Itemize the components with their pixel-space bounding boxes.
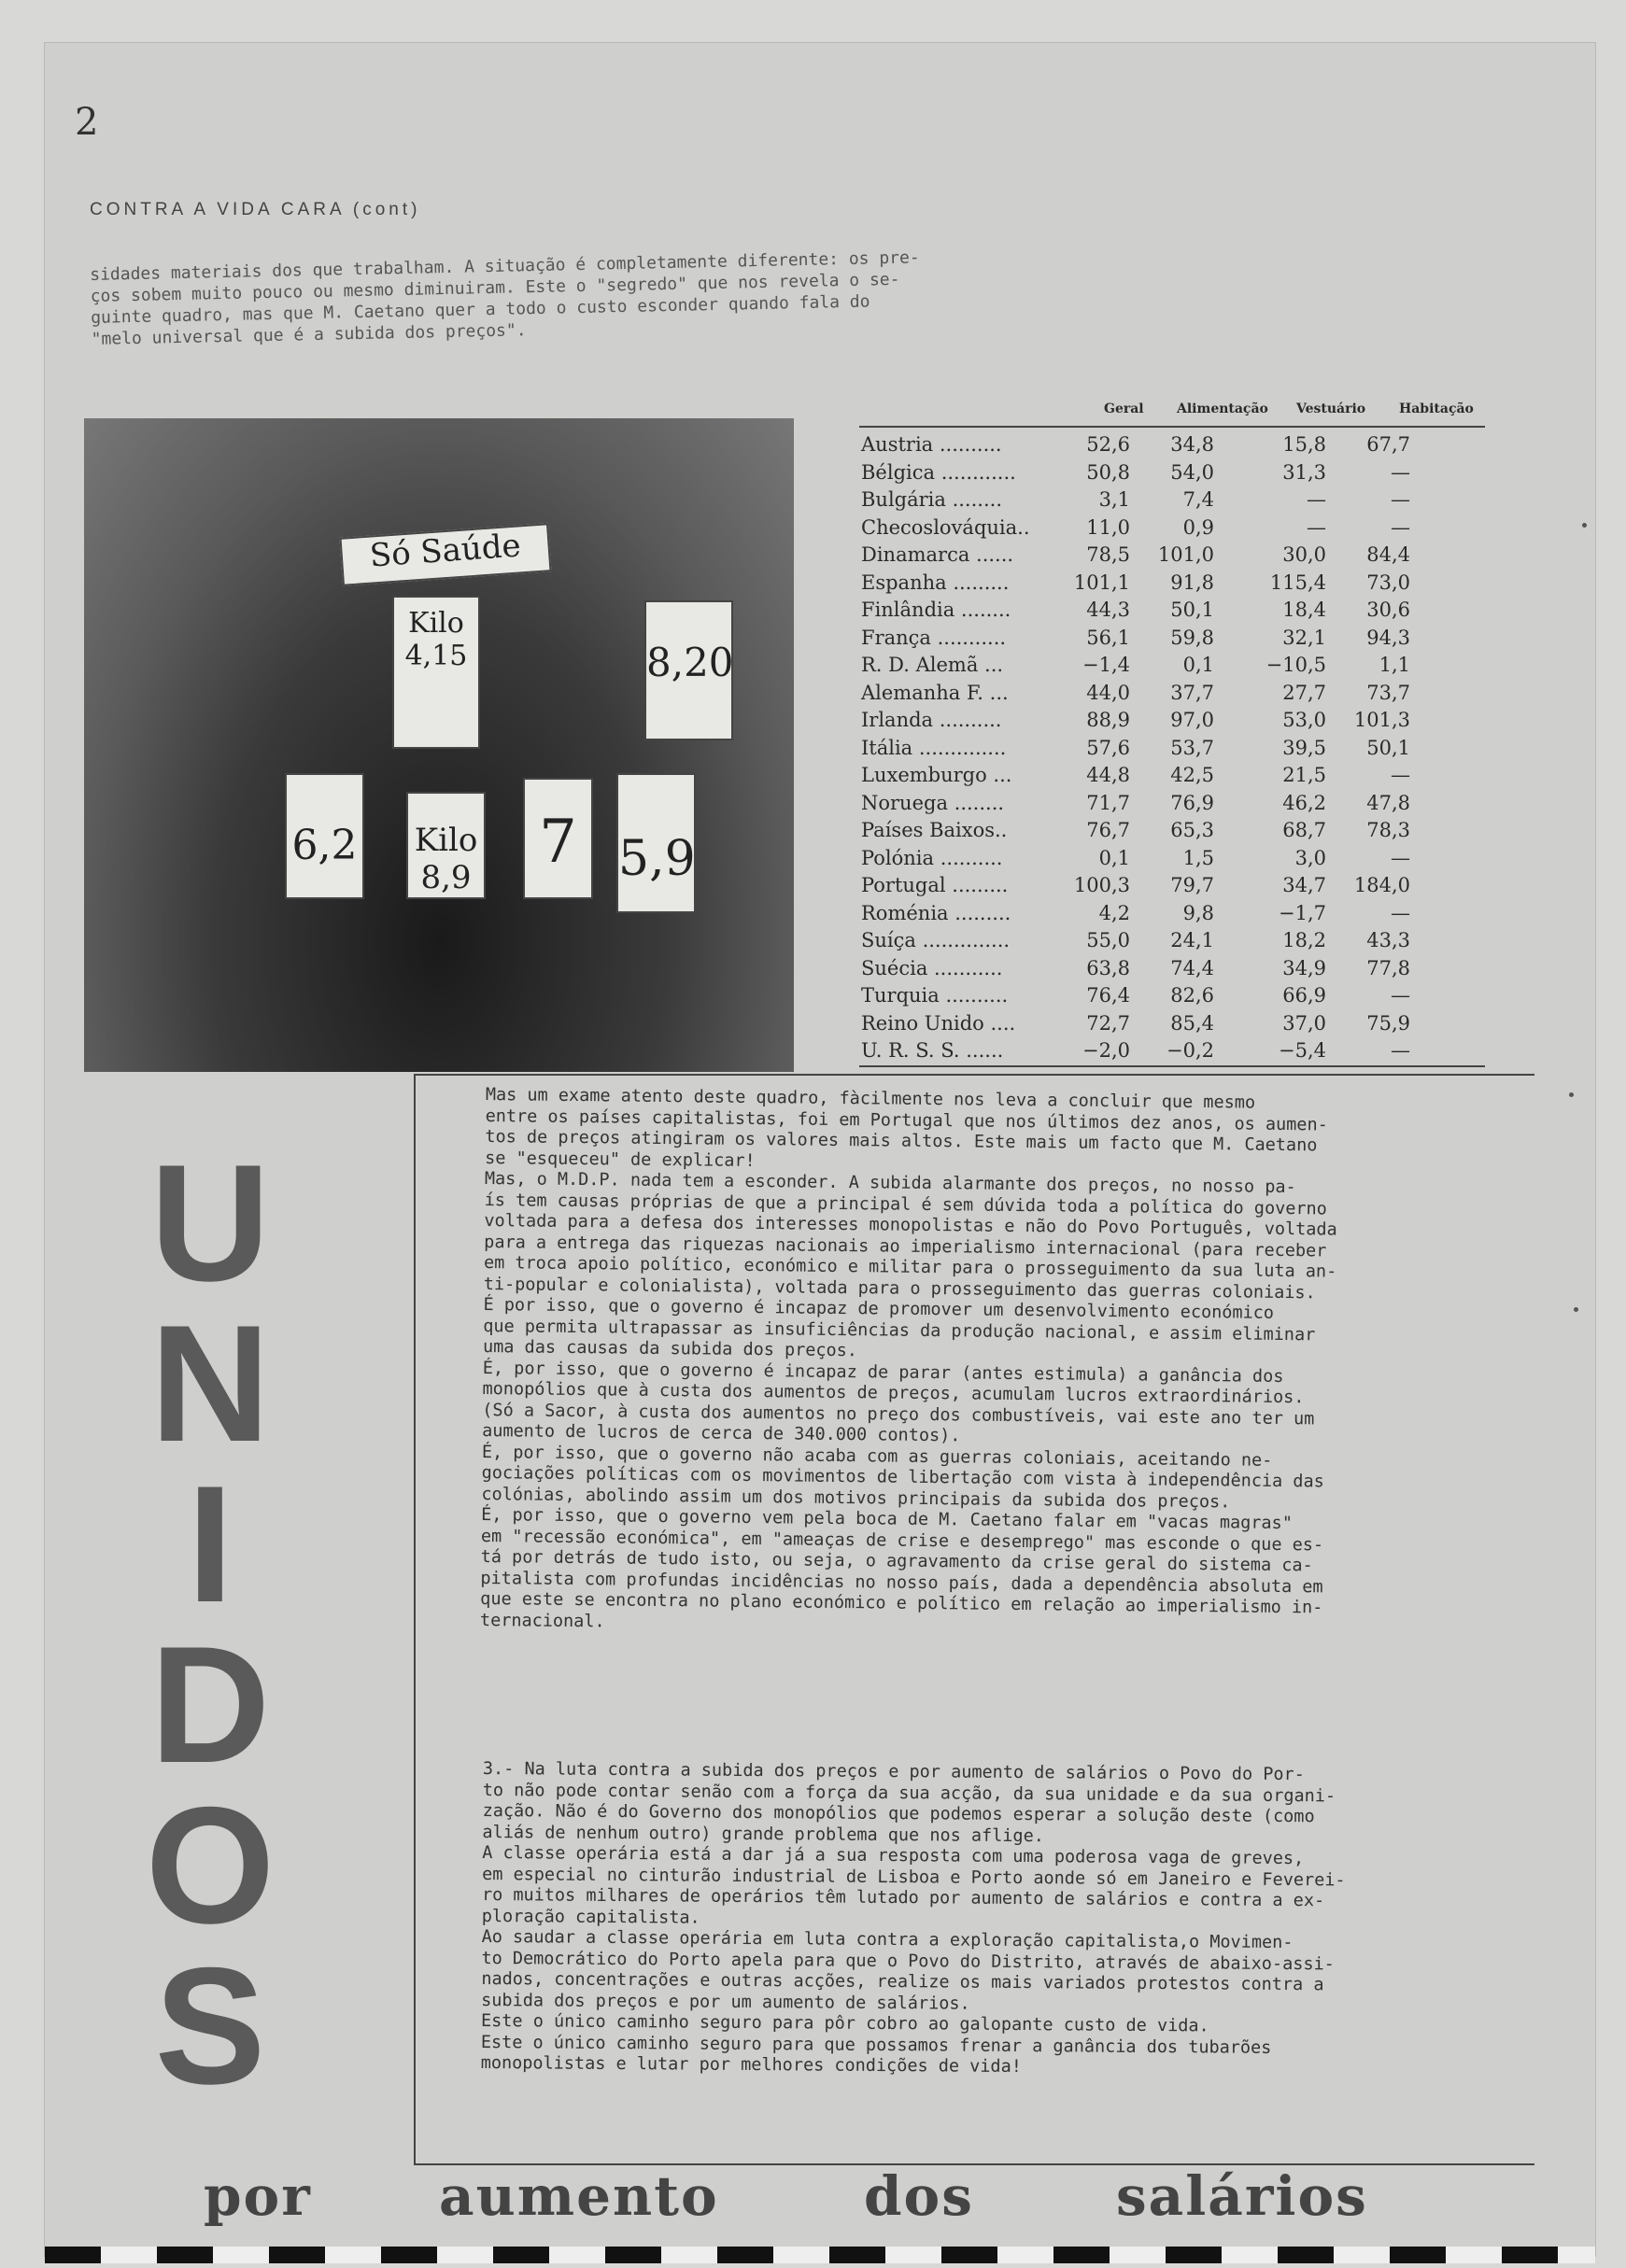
value-cell: 184,0 [1353, 874, 1410, 896]
table-row [859, 982, 1485, 1010]
value-cell: 54,0 [1170, 460, 1214, 484]
value-cell: 101,3 [1353, 709, 1410, 731]
value-cell: 100,3 [1073, 874, 1130, 896]
intro-paragraph: sidades materiais dos que trabalham. A situação é completamente diferente: os pre- ços sobem muito pouco ou mesmo diminuiram. Este o "segredo" que nos revela o se- guinte quadro, mas que M. Caetano quer a todo o custo esconder quando fala do "melo universal que é a subida dos preços". [90, 247, 920, 349]
vertical-letter: O [145, 1772, 276, 1958]
value-cell: 78,5 [1086, 543, 1130, 566]
value-cell: 34,7 [1282, 874, 1326, 896]
value-cell: 75,9 [1366, 1011, 1410, 1035]
value-cell: — [1391, 901, 1410, 924]
country-cell: Noruega ........ [861, 791, 1005, 814]
value-cell: 24,1 [1170, 929, 1214, 951]
table-bottom-rule [859, 1065, 1485, 1067]
value-cell: — [1391, 460, 1410, 484]
column-header: Habitação [1399, 401, 1474, 416]
country-cell: Espanha ......... [861, 571, 1010, 594]
table-header [859, 394, 1485, 428]
value-cell: 76,7 [1086, 819, 1130, 841]
value-cell: 56,1 [1086, 626, 1130, 649]
value-cell: 73,0 [1366, 571, 1410, 594]
value-cell: 79,7 [1170, 874, 1214, 896]
value-cell: 44,3 [1086, 599, 1130, 621]
vertical-word-unidos [140, 1130, 280, 2119]
value-cell: 1,5 [1182, 846, 1214, 869]
value-cell: 59,8 [1170, 626, 1214, 649]
value-cell: 18,2 [1282, 929, 1326, 951]
value-cell: 52,6 [1086, 433, 1130, 456]
table-body [859, 428, 1485, 1065]
photo-sign: 8,20 [644, 600, 733, 740]
value-cell: 3,0 [1294, 846, 1326, 869]
value-cell: 85,4 [1170, 1011, 1214, 1035]
footer-word: salários [1116, 2164, 1368, 2228]
value-cell: 21,5 [1282, 764, 1326, 786]
value-cell: 101,0 [1157, 543, 1214, 566]
country-cell: Portugal ......... [861, 874, 1009, 896]
vertical-letter: S [154, 1933, 266, 2119]
table-row [859, 790, 1485, 818]
value-cell: 82,6 [1170, 984, 1214, 1007]
scan-speck [1582, 523, 1587, 528]
value-cell: 77,8 [1366, 956, 1410, 979]
country-cell: Bélgica ............ [861, 460, 1016, 484]
country-cell: França ........... [861, 626, 1007, 649]
value-cell: 0,9 [1182, 515, 1214, 539]
country-cell: Suíça .............. [861, 929, 1011, 951]
value-cell: 66,9 [1282, 984, 1326, 1007]
value-cell: 68,7 [1282, 819, 1326, 841]
value-cell: 50,8 [1086, 460, 1130, 484]
country-cell: Alemanha F. ... [861, 681, 1009, 704]
table-row [859, 542, 1485, 570]
value-cell: 115,4 [1269, 571, 1326, 594]
value-cell: 0,1 [1182, 654, 1214, 676]
value-cell: 97,0 [1170, 709, 1214, 731]
value-cell: 84,4 [1366, 543, 1410, 566]
value-cell: 53,0 [1282, 709, 1326, 731]
body-paragraph-2: 3.- Na luta contra a subida dos preços e por aumento de salários o Povo do Por- to não pode contar senão com a força da sua acção, da sua unidade e da sua organi- zação. Não é do Governo dos monopólios que podemos esperar a solução deste (como aliás de nenhum outro) grande problema que nos aflige. A classe operária está a dar já a sua resposta com uma poderosa vaga de greves, em especial no cinturão industrial de Lisboa e Porto aonde só em Janeiro e Feverei- ro muitos milhares de operários têm lutado por aumento de salários e contra a ex- ploração capitalista. Ao saudar a classe operária em luta contra a exploração capitalista,o Movimen- to Democrático do Porto apela para que o Povo do Distrito, através de abaixo-assi- nados, concentrações e outras acções, realize os mais variados protestos contra a subida dos preços e por um aumento de salários. Este o único caminho seguro para pôr cobro ao galopante custo de vida. Este o único caminho seguro para que possamos frenar a ganância dos tubarões monopolistas e lutar por melhores condições de vida! [480, 1759, 1346, 2078]
country-cell: Suécia ........... [861, 956, 1003, 979]
country-cell: Polónia .......... [861, 846, 1003, 869]
table-row [859, 707, 1485, 735]
photo-sign: Kilo 8,9 [406, 792, 486, 899]
vertical-letter: U [149, 1130, 271, 1316]
table-row [859, 1037, 1485, 1065]
table-row [859, 955, 1485, 983]
value-cell: 55,0 [1086, 929, 1130, 951]
table-row [859, 817, 1485, 845]
footer-word: por [204, 2164, 312, 2228]
value-cell: 32,1 [1282, 626, 1326, 649]
table-row [859, 762, 1485, 790]
value-cell: 1,1 [1379, 654, 1410, 676]
table-row [859, 900, 1485, 928]
photo-sign: 7 [523, 778, 593, 899]
value-cell: 94,3 [1366, 626, 1410, 649]
value-cell: 53,7 [1170, 736, 1214, 759]
value-cell: 47,8 [1366, 791, 1410, 814]
country-cell: Finlândia ........ [861, 599, 1011, 621]
value-cell: 43,3 [1366, 929, 1410, 951]
table-row [859, 1010, 1485, 1038]
value-cell: 73,7 [1366, 681, 1410, 704]
photo-sign: 6,2 [285, 773, 364, 899]
table-row [859, 597, 1485, 625]
value-cell: 72,7 [1086, 1011, 1130, 1035]
body-paragraph-1: Mas um exame atento deste quadro, fàcilmente nos leva a concluir que mesmo entre os países capitalistas, foi em Portugal que nos últimos dez anos, os aumen- tos de preços atingiram os valores mais altos. Este mais um facto que M. Caetano se "esqueceu" de explicar! Mas, o M.D.P. nada tem a esconder. A subida alarmante dos preços, no nosso pa- ís tem causas próprias de que a principal é sem dúvida toda a política do governo voltada para a defesa dos interesses monopolistas e não do Povo Português, voltada para a entrega das riquezas nacionais ao imperialismo internacional (para receber em troca apoio político, económico e militar para o prosseguimento da sua luta an- ti-popular e colonialista), voltada para o prosseguimento das guerras coloniais. É por isso, que o governo é incapaz de promover um desenvolvimento económico que permita ultrapassar as insuficiências da produção nacional, e assim eliminar uma das causas da subida dos preços. É, por isso, que o governo é incapaz de parar (antes estimula) a ganância dos monopólios que à custa dos aumentos de preços, acumulam lucros extraordinários. (Só a Sacor, à custa dos aumentos no preço dos combustíveis, vai este ano ter um aumento de lucros de cerca de 340.000 contos). É, por isso, que o governo não acaba com as guerras coloniais, aceitando ne- gociações políticas com os movimentos de libertação com vista à independência das colónias, abolindo assim um dos motivos principais da subida dos preços. É, por isso, que o governo vem pela boca de M. Caetano falar em "vacas magras" em "recessão económica", em "ameaças de crise e desemprego" mas esconde o que es- tá por detrás de tudo isto, ou seja, o agravamento da crise geral do sistema ca- pitalista com profundas incidências no nosso país, dada a dependência absoluta em que este se encontra no plano económico e político em relação ao imperialismo in- ternacional. [479, 1085, 1337, 1631]
table-row [859, 927, 1485, 955]
value-cell: 34,8 [1170, 433, 1214, 456]
vertical-letter: N [149, 1290, 271, 1476]
scan-scale-bar [45, 2247, 1595, 2263]
table-row [859, 735, 1485, 763]
value-cell: 57,6 [1086, 736, 1130, 759]
shop-window-photo [84, 418, 794, 1072]
value-cell: 88,9 [1086, 709, 1130, 731]
country-cell: Reino Unido .... [861, 1011, 1016, 1035]
value-cell: 7,4 [1182, 488, 1214, 511]
value-cell: −0,2 [1166, 1039, 1214, 1062]
value-cell: −2,0 [1082, 1039, 1130, 1062]
value-cell: −1,4 [1082, 654, 1130, 676]
value-cell: 71,7 [1086, 791, 1130, 814]
vertical-letter: I [187, 1451, 233, 1637]
value-cell: — [1391, 515, 1410, 539]
country-cell: Irlanda .......... [861, 709, 1002, 731]
table-row [859, 680, 1485, 708]
value-cell: — [1391, 764, 1410, 786]
value-cell: 37,0 [1282, 1011, 1326, 1035]
photo-sign: Só Saúde [339, 523, 551, 585]
country-cell: Roménia ......... [861, 901, 1011, 924]
vertical-letter: D [149, 1612, 271, 1797]
value-cell: 31,3 [1282, 460, 1326, 484]
value-cell: — [1307, 488, 1326, 511]
value-cell: 65,3 [1170, 819, 1214, 841]
value-cell: — [1391, 1039, 1410, 1062]
country-cell: U. R. S. S. ...... [861, 1039, 1004, 1062]
value-cell: 50,1 [1170, 599, 1214, 621]
country-cell: Bulgária ........ [861, 488, 1002, 511]
column-header: Vestuário [1296, 401, 1366, 416]
value-cell: 27,7 [1282, 681, 1326, 704]
footer-word: aumento [439, 2164, 719, 2228]
value-cell: 76,4 [1086, 984, 1130, 1007]
value-cell: −1,7 [1279, 901, 1326, 924]
value-cell: — [1391, 846, 1410, 869]
table-row [859, 486, 1485, 514]
value-cell: 0,1 [1098, 846, 1130, 869]
section-heading: CONTRA A VIDA CARA (cont) [90, 200, 421, 219]
scan-speck [1574, 1307, 1578, 1312]
value-cell: — [1391, 488, 1410, 511]
column-header: Alimentação [1177, 401, 1268, 416]
value-cell: 37,7 [1170, 681, 1214, 704]
scan-speck [1569, 1092, 1574, 1097]
value-cell: 42,5 [1170, 764, 1214, 786]
value-cell: 34,9 [1282, 956, 1326, 979]
value-cell: 18,4 [1282, 599, 1326, 621]
table-row [859, 570, 1485, 598]
value-cell: 74,4 [1170, 956, 1214, 979]
value-cell: 78,3 [1366, 819, 1410, 841]
table-row [859, 459, 1485, 487]
country-cell: Checoslováquia.. [861, 515, 1030, 539]
value-cell: 101,1 [1073, 571, 1130, 594]
value-cell: 11,0 [1086, 515, 1130, 539]
country-cell: Turquia .......... [861, 984, 1009, 1007]
value-cell: — [1391, 984, 1410, 1007]
value-cell: −5,4 [1279, 1039, 1326, 1062]
country-cell: Austria .......... [861, 433, 1002, 456]
value-cell: 46,2 [1282, 791, 1326, 814]
country-cell: Itália .............. [861, 736, 1007, 759]
country-cell: Dinamarca ...... [861, 543, 1014, 566]
footer-word: dos [864, 2164, 974, 2228]
value-cell: — [1307, 515, 1326, 539]
country-cell: Países Baixos.. [861, 819, 1008, 841]
value-cell: 39,5 [1282, 736, 1326, 759]
value-cell: 30,0 [1282, 543, 1326, 566]
value-cell: 76,9 [1170, 791, 1214, 814]
value-cell: 30,6 [1366, 599, 1410, 621]
table-row [859, 514, 1485, 542]
column-header: Geral [1104, 401, 1144, 416]
value-cell: 67,7 [1366, 433, 1410, 456]
country-cell: R. D. Alemã ... [861, 654, 1004, 676]
table-row [859, 872, 1485, 900]
value-cell: 91,8 [1170, 571, 1214, 594]
page-number: 2 [75, 101, 99, 144]
value-cell: 15,8 [1282, 433, 1326, 456]
country-cell: Luxemburgo ... [861, 764, 1012, 786]
value-cell: 50,1 [1366, 736, 1410, 759]
photo-sign: Kilo 4,15 [392, 596, 480, 749]
table-row [859, 845, 1485, 873]
value-cell: 3,1 [1098, 488, 1130, 511]
table-row [859, 652, 1485, 680]
table-row [859, 625, 1485, 653]
table-row [859, 431, 1485, 459]
photo-sign: 5,9 [616, 773, 696, 913]
value-cell: 63,8 [1086, 956, 1130, 979]
value-cell: 4,2 [1098, 901, 1130, 924]
value-cell: 44,8 [1086, 764, 1130, 786]
value-cell: 9,8 [1182, 901, 1214, 924]
value-cell: 44,0 [1086, 681, 1130, 704]
price-increase-table [859, 394, 1485, 1067]
value-cell: −10,5 [1265, 654, 1326, 676]
